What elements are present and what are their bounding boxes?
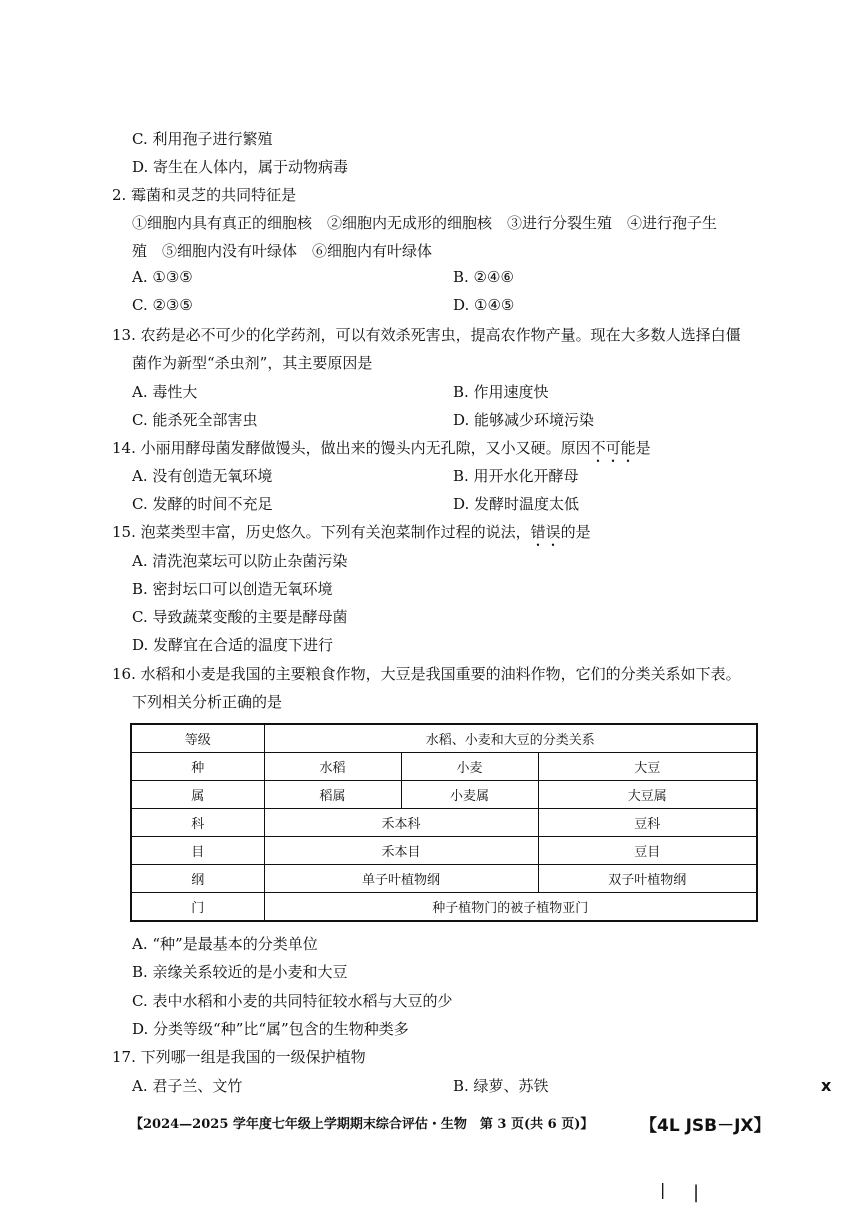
margin-mark: x	[821, 1076, 832, 1095]
cell-soybean-genus: 大豆属	[538, 781, 757, 809]
q17-option-b: B. 绿萝、苏铁	[453, 1077, 549, 1095]
level-order: 目	[131, 837, 264, 865]
q13-option-b: B. 作用速度快	[453, 383, 549, 401]
table-row	[131, 865, 757, 893]
scan-mark-left: |	[660, 1180, 666, 1199]
q14-option-b: B. 用开水化开酵母	[453, 467, 579, 485]
q17-option-a: A. 君子兰、文竹	[132, 1077, 243, 1095]
table-row	[131, 893, 757, 922]
level-family: 科	[131, 809, 264, 837]
q12-option-d: D. ①④⑤	[453, 296, 515, 314]
cell-soybean-species: 大豆	[538, 753, 757, 781]
page-footer: 【2024—2025 学年度七年级上学期期末综合评估・生物 第 3 页(共 6 页)】	[130, 1117, 594, 1132]
exam-code: 【4L JSB－JX】	[640, 1116, 771, 1136]
q13-option-a: A. 毒性大	[132, 383, 198, 401]
cell-wheat-species: 小麦	[401, 753, 538, 781]
table-row	[131, 753, 757, 781]
level-class: 纲	[131, 865, 264, 893]
cell-angiosperm-phylum: 种子植物门的被子植物亚门	[264, 893, 757, 922]
cell-dicot-class: 双子叶植物纲	[538, 865, 757, 893]
q12-stem: 2. 霉菌和灵芝的共同特征是	[112, 186, 297, 204]
q15-stem-post: 的是	[560, 523, 591, 541]
level-phylum: 门	[131, 893, 264, 922]
q16-option-c: C. 表中水稻和小麦的共同特征较水稻与大豆的少	[132, 992, 453, 1010]
cell-legume-family: 豆科	[538, 809, 757, 837]
q12-option-a: A. ①③⑤	[132, 268, 193, 286]
cell-wheat-genus: 小麦属	[401, 781, 538, 809]
q15-option-d: D. 发酵宜在合适的温度下进行	[132, 636, 334, 654]
cell-grass-family: 禾本科	[264, 809, 538, 837]
cell-poales-order: 禾本目	[264, 837, 538, 865]
cell-monocot-class: 单子叶植物纲	[264, 865, 538, 893]
level-species: 种	[131, 753, 264, 781]
q14-option-a: A. 没有创造无氧环境	[132, 467, 273, 485]
table-row	[131, 809, 757, 837]
q15-option-c: C. 导致蔬菜变酸的主要是酵母菌	[132, 608, 348, 626]
q15-stem-emphasis: 错误	[530, 523, 561, 541]
q16-option-b: B. 亲缘关系较近的是小麦和大豆	[132, 963, 348, 981]
q15-option-a: A. 清洗泡菜坛可以防止杂菌污染	[132, 552, 348, 570]
q14-stem-pre: 14. 小丽用酵母菌发酵做馒头，做出来的馒头内无孔隙，又小又硬。原因	[112, 439, 591, 457]
q16-stem-line2: 下列相关分析正确的是	[132, 693, 283, 711]
q14-option-d: D. 发酵时温度太低	[453, 495, 580, 513]
q16-option-d: D. 分类等级“种”比“属”包含的生物种类多	[132, 1020, 409, 1038]
header-title: 水稻、小麦和大豆的分类关系	[264, 724, 757, 753]
table-row	[131, 724, 757, 753]
q11-option-c: C. 利用孢子进行繁殖	[132, 130, 273, 148]
q14-stem-post: 是	[635, 439, 651, 457]
classification-table	[130, 723, 758, 922]
q15-option-b: B. 密封坛口可以创造无氧环境	[132, 580, 333, 598]
cell-rice-species: 水稻	[264, 753, 401, 781]
table-row	[131, 837, 757, 865]
q12-items-line1: ①细胞内具有真正的细胞核 ②细胞内无成形的细胞核 ③进行分裂生殖 ④进行孢子生	[132, 214, 718, 232]
level-genus: 属	[131, 781, 264, 809]
q14-stem-emphasis: 不可能	[590, 439, 636, 457]
q17-stem: 17. 下列哪一组是我国的一级保护植物	[112, 1048, 366, 1066]
q12-option-c: C. ②③⑤	[132, 296, 193, 314]
q12-option-b: B. ②④⑥	[453, 268, 514, 286]
q14-option-c: C. 发酵的时间不充足	[132, 495, 273, 513]
q14-stem	[112, 437, 651, 466]
q16-stem-line1: 16. 水稻和小麦是我国的主要粮食作物，大豆是我国重要的油料作物，它们的分类关系如下表。	[112, 665, 741, 683]
q13-option-d: D. 能够减少环境污染	[453, 411, 595, 429]
q15-stem-pre: 15. 泡菜类型丰富，历史悠久。下列有关泡菜制作过程的说法，	[112, 523, 531, 541]
q15-stem	[112, 521, 591, 550]
table-row	[131, 781, 757, 809]
q16-option-a: A. “种”是最基本的分类单位	[132, 935, 318, 953]
cell-fabales-order: 豆目	[538, 837, 757, 865]
header-level: 等级	[131, 724, 264, 753]
q13-option-c: C. 能杀死全部害虫	[132, 411, 258, 429]
q12-items-line2: 殖 ⑤细胞内没有叶绿体 ⑥细胞内有叶绿体	[132, 242, 433, 260]
cell-rice-genus: 稻属	[264, 781, 401, 809]
scan-mark-right: |	[693, 1182, 700, 1203]
q13-stem-line1: 13. 农药是必不可少的化学药剂，可以有效杀死害虫，提高农作物产量。现在大多数人选择白僵	[112, 326, 741, 344]
q11-option-d: D. 寄生在人体内，属于动物病毒	[132, 158, 349, 176]
q13-stem-line2: 菌作为新型“杀虫剂”，其主要原因是	[132, 354, 373, 372]
